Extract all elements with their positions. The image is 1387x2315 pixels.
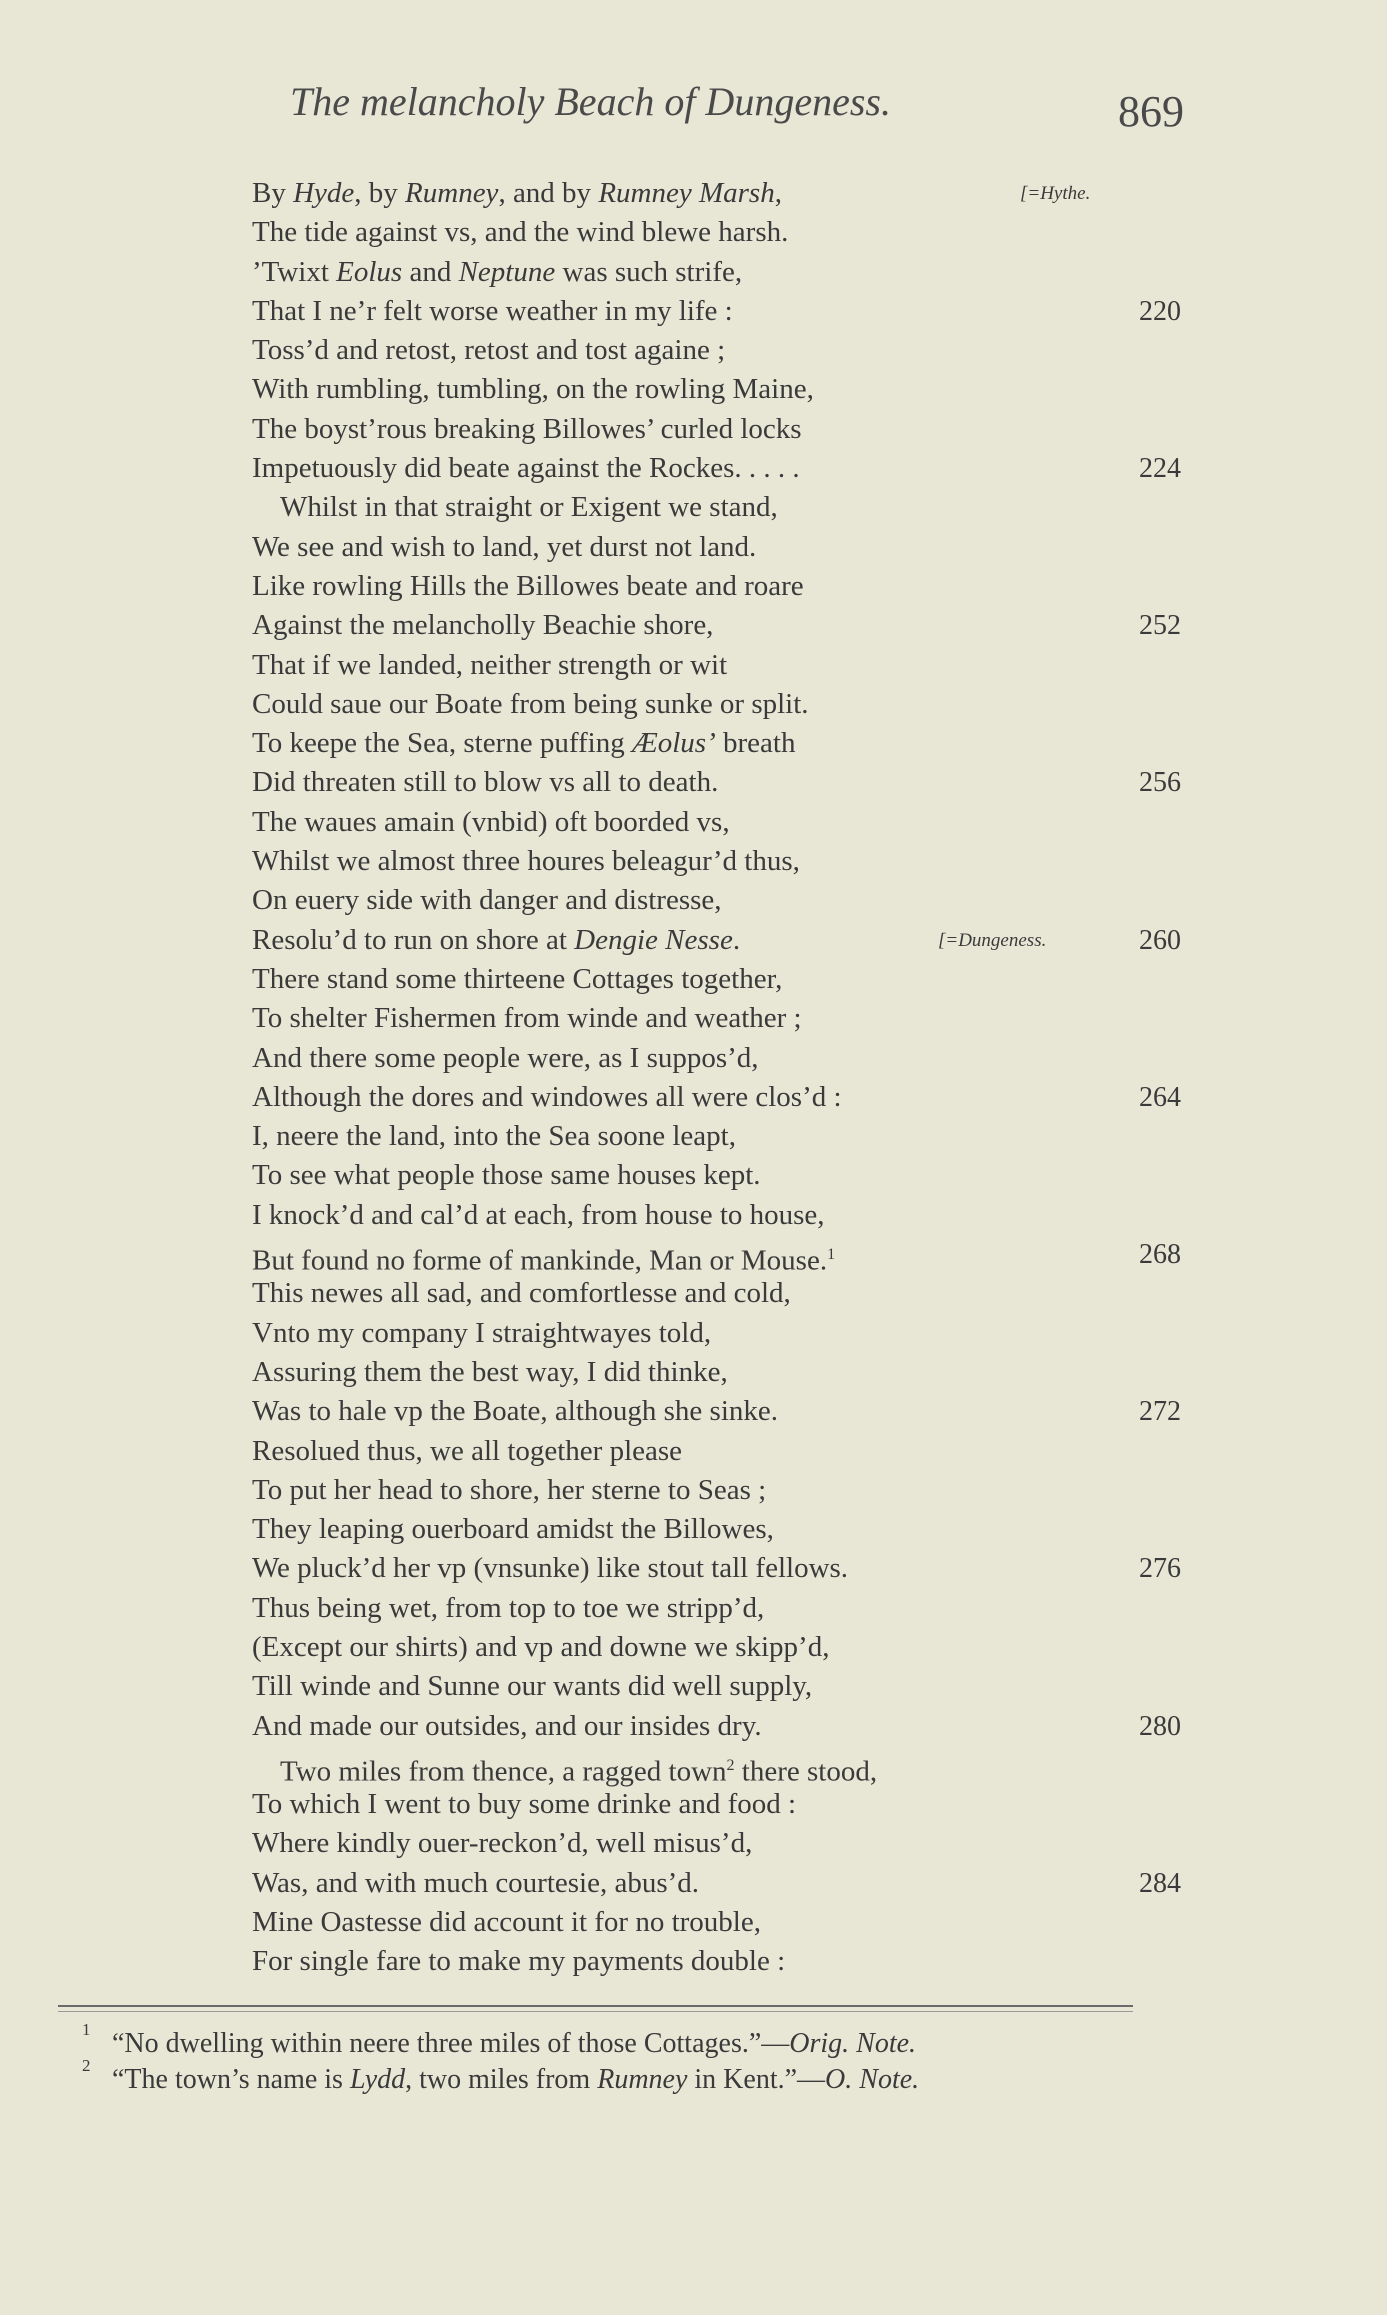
line-number: 256 [1139, 767, 1181, 799]
verse-line [0, 803, 1387, 842]
footnote [82, 2020, 917, 2060]
verse-line [0, 410, 1387, 449]
verse-text: They leaping ouerboard amidst the Billowes, [252, 1513, 774, 1546]
verse-text: Did threaten still to blow vs all to death. [252, 766, 719, 799]
verse-text: We pluck’d her vp (vnsunke) like stout tall fellows. [252, 1552, 849, 1585]
verse-line [0, 567, 1387, 606]
verse-line [0, 1864, 1387, 1903]
verse-text: Although the dores and windowes all were clos’d : [252, 1080, 842, 1113]
italic-text: Neptune [458, 255, 556, 288]
verse-line [0, 724, 1387, 763]
verse-text: I knock’d and cal’d at each, from house to house, [252, 1198, 825, 1231]
verse-line [0, 1746, 1387, 1788]
verse-line [0, 1903, 1387, 1942]
italic-text: Lydd [349, 2064, 406, 2095]
verse-text: On euery side with danger and distresse, [252, 884, 722, 917]
verse-line [0, 881, 1387, 920]
poem-body [0, 174, 1387, 1982]
verse-text: Assuring them the best way, I did thinke, [252, 1355, 728, 1388]
verse-text: Two miles from thence, a ragged town$^2$ there stood, [280, 1755, 878, 1788]
verse-line [0, 1117, 1387, 1156]
line-number: 220 [1139, 295, 1181, 327]
verse-line [0, 1549, 1387, 1588]
footnote-ref: 1 [827, 1246, 836, 1264]
verse-line [0, 1785, 1387, 1824]
verse-line [0, 1628, 1387, 1667]
italic-text: Rumney [405, 177, 499, 209]
italic-text: O. Note. [825, 2064, 920, 2095]
verse-line [0, 331, 1387, 370]
verse-text: To put her head to shore, her sterne to Seas ; [252, 1473, 767, 1506]
line-number: 280 [1139, 1710, 1181, 1742]
line-number: 260 [1139, 924, 1181, 956]
verse-line [0, 1667, 1387, 1706]
verse-text: To shelter Fishermen from winde and weather ; [252, 1002, 802, 1035]
verse-text: But found no forme of mankinde, Man or Mouse.$^1$ [252, 1244, 836, 1277]
verse-line [0, 1353, 1387, 1392]
verse-text: Could saue our Boate from being sunke or split. [252, 687, 809, 720]
verse-line [0, 999, 1387, 1038]
verse-text: Vnto my company I straightwayes told, [252, 1316, 712, 1349]
verse-line [0, 1589, 1387, 1628]
italic-text: Dengie Nesse [574, 923, 733, 956]
verse-line [0, 1707, 1387, 1746]
running-title: The melancholy Beach of Dungeness. [290, 79, 891, 124]
verse-text: That I ne’r felt worse weather in my life : [252, 294, 733, 327]
verse-line [0, 1196, 1387, 1235]
verse-text: Against the melancholly Beachie shore, [252, 609, 714, 642]
verse-text: Whilst we almost three houres beleagur’d thus, [252, 845, 800, 878]
italic-text: Rumney Marsh [598, 177, 775, 209]
verse-line [0, 1392, 1387, 1431]
margin-gloss: [=Dungeness. [938, 929, 1047, 951]
verse-line [0, 1432, 1387, 1471]
verse-line [0, 1274, 1387, 1313]
italic-text: Rumney [597, 2064, 688, 2095]
verse-line [0, 921, 1387, 960]
verse-line [0, 1235, 1387, 1277]
verse-line [0, 1942, 1387, 1981]
verse-line [0, 1078, 1387, 1117]
verse-line [0, 606, 1387, 645]
verse-line [0, 1824, 1387, 1863]
verse-line [0, 253, 1387, 292]
verse-line [0, 646, 1387, 685]
verse-line [0, 960, 1387, 999]
verse-text: Like rowling Hills the Billowes beate and roare [252, 569, 804, 602]
footnote [82, 2056, 920, 2096]
footnote-mark: 2 [82, 2056, 91, 2075]
verse-text: Whilst in that straight or Exigent we stand, [280, 491, 778, 524]
verse-line [0, 370, 1387, 409]
line-number: 284 [1139, 1867, 1181, 1899]
verse-text: (Except our shirts) and vp and downe we skipp’d, [252, 1630, 830, 1663]
line-number: 272 [1139, 1396, 1181, 1428]
line-number: 264 [1139, 1081, 1181, 1113]
line-number: 276 [1139, 1553, 1181, 1585]
italic-text: Æolus’ [631, 727, 716, 760]
verse-line [0, 292, 1387, 331]
verse-line [0, 1314, 1387, 1353]
verse-text: I, neere the land, into the Sea soone leapt, [252, 1120, 736, 1153]
footnote-ref: 2 [726, 1756, 735, 1774]
line-number: 268 [1139, 1239, 1181, 1271]
footnote-rule-thin [58, 2011, 1133, 2012]
verse-text: To which I went to buy some drinke and food : [252, 1788, 797, 1821]
verse-text: Resolu’d to run on shore at Dengie Nesse. [252, 923, 741, 956]
verse-line [0, 842, 1387, 881]
verse-text: Was, and with much courtesie, abus’d. [252, 1866, 700, 1899]
verse-line [0, 1156, 1387, 1195]
verse-text: We see and wish to land, yet durst not land. [252, 530, 757, 563]
margin-gloss: [=Hythe. [1020, 183, 1091, 204]
verse-text: Till winde and Sunne our wants did well supply, [252, 1670, 813, 1703]
footnote-mark: 1 [82, 2020, 91, 2039]
italic-text: Eolus [336, 255, 403, 288]
verse-text: This newes all sad, and comfortlesse and cold, [252, 1277, 791, 1310]
verse-text: There stand some thirteene Cottages together, [252, 962, 783, 995]
verse-line [0, 174, 1387, 213]
verse-text: Impetuously did beate against the Rockes. . . . . [252, 452, 800, 485]
verse-line [0, 763, 1387, 802]
italic-text: Orig. Note. [789, 2028, 917, 2059]
verse-text: Resolued thus, we all together please [252, 1434, 683, 1467]
verse-line [0, 528, 1387, 567]
verse-text: To keepe the Sea, sterne puffing Æolus’ breath [252, 727, 796, 760]
verse-line [0, 488, 1387, 527]
verse-text: The tide against vs, and the wind blewe harsh. [252, 216, 789, 249]
verse-text: For single fare to make my payments double : [252, 1945, 786, 1978]
page-number: 869 [1118, 87, 1184, 136]
verse-text: Was to hale vp the Boate, although she sinke. [252, 1395, 778, 1428]
footnote-text: “The town’s name is Lydd, two miles from Rumney in Kent.”—O. Note. [112, 2064, 920, 2095]
verse-text: Mine Oastesse did account it for no trouble, [252, 1906, 761, 1939]
verse-text: Where kindly ouer-reckon’d, well misus’d, [252, 1827, 753, 1860]
verse-text: To see what people those same houses kept. [252, 1159, 761, 1192]
verse-line [0, 1039, 1387, 1078]
verse-line [0, 1471, 1387, 1510]
verse-text: Thus being wet, from top to toe we stripp’d, [252, 1591, 765, 1624]
footnote-text: “No dwelling within neere three miles of those Cottages.”—Orig. Note. [112, 2028, 917, 2059]
line-number: 252 [1139, 610, 1181, 642]
verse-text: The boyst’rous breaking Billowes’ curled locks [252, 412, 802, 445]
verse-text: ’Twixt Eolus and Neptune was such strife, [252, 255, 743, 288]
verse-line [0, 213, 1387, 252]
verse-text: Toss’d and retost, retost and tost againe ; [252, 334, 726, 367]
verse-text: The waues amain (vnbid) oft boorded vs, [252, 805, 730, 838]
verse-text: That if we landed, neither strength or wit [252, 648, 728, 681]
verse-line [0, 449, 1387, 488]
verse-text: And made our outsides, and our insides dry. [252, 1709, 762, 1742]
verse-text: By Hyde, by Rumney, and by Rumney Marsh, [252, 177, 782, 209]
footnote-rule [58, 2005, 1133, 2007]
verse-line [0, 685, 1387, 724]
verse-line [0, 1510, 1387, 1549]
verse-text: With rumbling, tumbling, on the rowling Maine, [252, 373, 814, 406]
line-number: 224 [1139, 453, 1181, 485]
verse-text: And there some people were, as I suppos’d, [252, 1041, 759, 1074]
italic-text: Hyde [293, 177, 355, 209]
